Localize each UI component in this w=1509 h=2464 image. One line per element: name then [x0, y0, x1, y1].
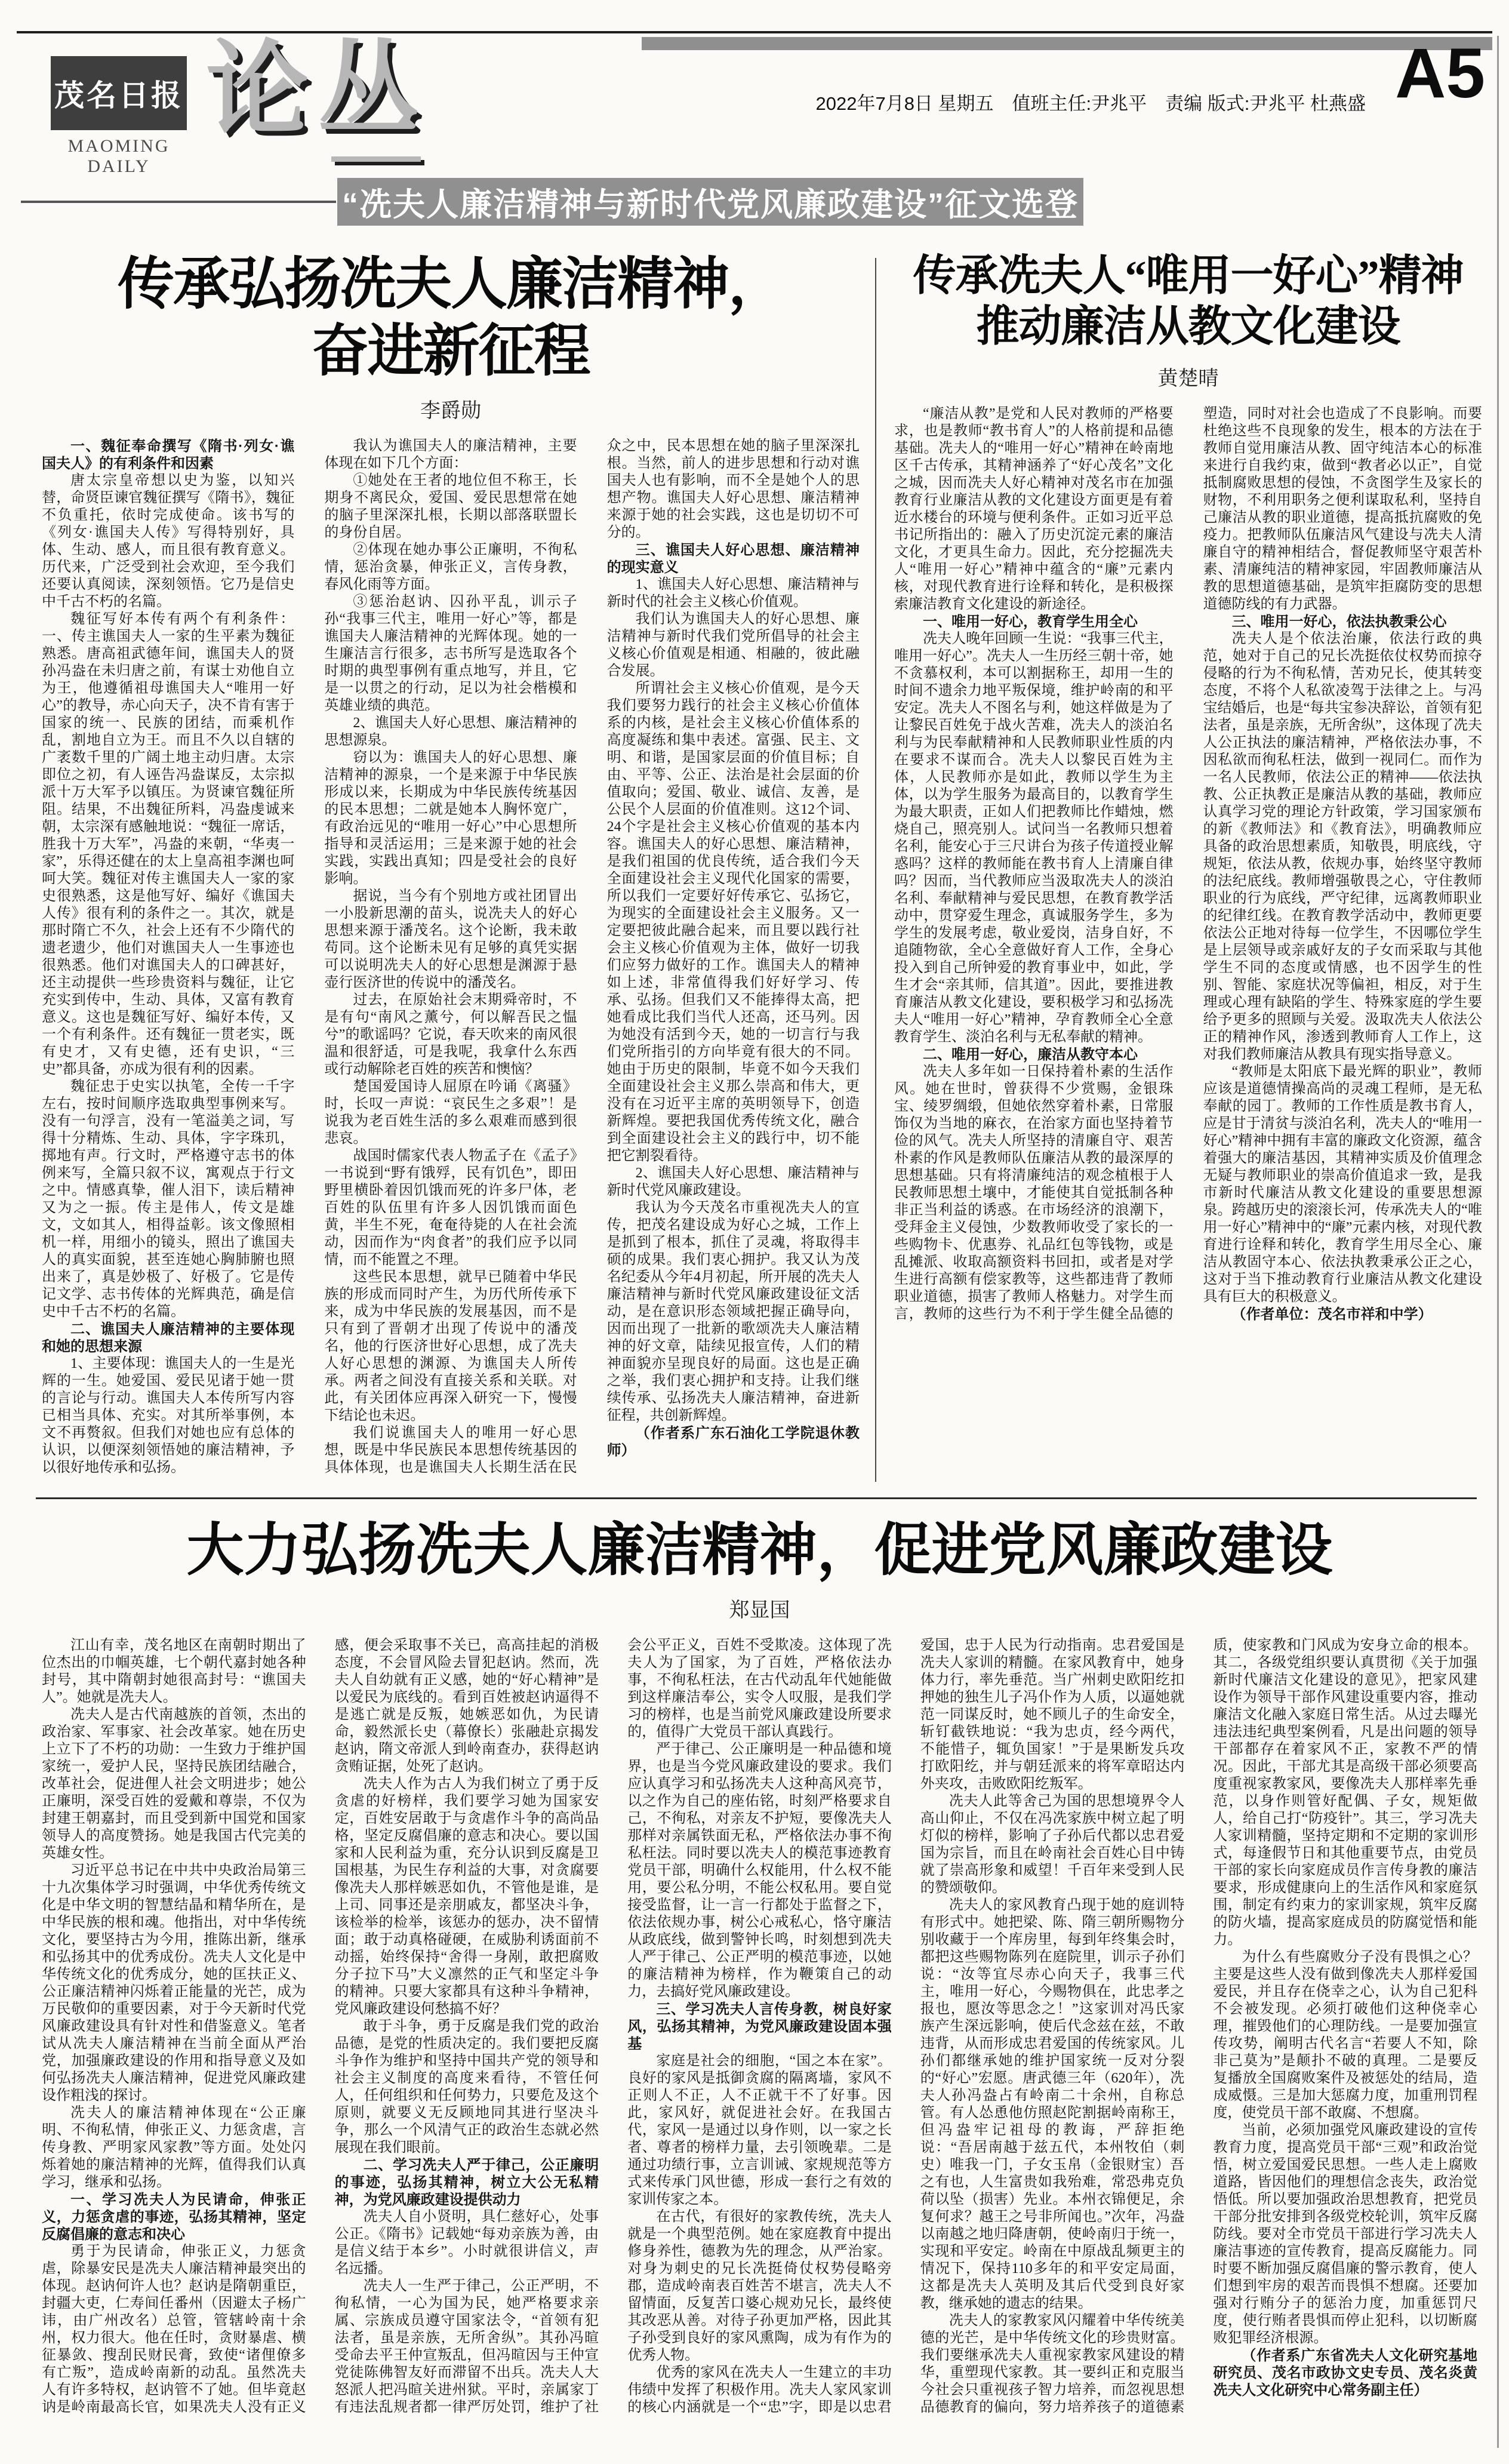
- article-paragraph: 我认为谯国夫人的廉洁精神，主要体现在如下几个方面：: [324, 438, 577, 472]
- article-paragraph: 过去，在原始社会末期舜帝时，不是有句“南风之薰兮，何以解吾民之愠兮”的歌谣吗？它说，春天吹来的南风很温和很舒适，可是我呢，我拿什么东西或行动解除老百姓的疾苦和懊恼？: [324, 992, 577, 1078]
- article-paragraph: 窃以为：谯国夫人的好心思想、廉洁精神的源泉，一个是来源于中华民族形成以来，长期成为中华民族传统基因的民本思想；二就是她本人胸怀宽广，有政治远见的“唯用一好心”中心思想所指导和灵活运用；三是来源于她的社会实践，实践出真知；四是受社会的良好影响。: [324, 750, 577, 887]
- header-gray-bar: [642, 37, 1492, 50]
- article-paragraph: 习近平总书记在中共中央政治局第三十九次集体学习时强调，中华优秀传统文化是中华文明的智慧结晶和精华所在，是中华民族的根和魂。他指出，对中华传统文化，要坚持古为今用，推陈出新，继承和弘扬其中的优秀成份。冼夫人文化是中华传统文化的优秀成分，她的匡扶正义、公正廉洁精神闪烁着正能量的光芒，成为万民敬仰的重要因素，对于今天新时代党风廉政建设具有针对性和借鉴意义。笔者试从冼夫人廉洁精神在当前全面从严治党，加强廉政建设的作用和指导意义及如何弘扬冼夫人廉洁精神，促进党风廉政建设作粗浅的探讨。: [42, 1863, 306, 2104]
- article-paragraph: ③惩治赵讷、囚孙平乱，训示子孙“我事三代主，唯用一好心”等，都是谯国夫人廉洁精神的光辉体现。她的一生廉洁言行很多，志书所写是选取各个时期的典型事例有重点地写，并且，它是一以贯之的行动，足以为社会楷模和英雄业绩的典范。: [324, 594, 577, 714]
- article-paragraph: 冼夫人的家教家风闪耀着中华传统美德的光芒，是中华传统文化的珍贵财富。我们要继承冼夫人重视家教家风建设的精华，重塑现代家教。其一要纠正和克服当今社会只重视孩子智力培养，而忽视思想品德教育的偏向，努力培养孩子的道德素质，使家教和门风成为安身立命的根本。其二，各级党组织要认真贯彻《关于加强新时代廉洁文化建设的意见》，把家风建设作为领导干部作风建设重要内容，推动廉洁文化融入家庭日常生活。从过去曝光违法违纪典型案例看，凡是出问题的领导干部都存在着家风不正，家教不严的情况。因此，干部尤其是高级干部必须要高度重视家教家风，要像冼夫人那样率先垂范，以身作则管好配偶、子女，规矩做人，给自己打“防疫针”。其三，学习冼夫人家训精髓，坚持定期和不定期的家训形式，每逢假节日和其他重要节点，由党员干部的家长向家庭成员作言传身教的廉洁要求，形成健康向上的生活作风和家庭氛围，制定有约束力的家训家规，筑牢反腐的防火墙，提高家庭成员的防腐觉悟和能力。: [920, 1638, 1477, 2416]
- article-right-headline: [894, 251, 1482, 352]
- article-paragraph: 据说，当今有个别地方或社团冒出一小股新思潮的苗头，说冼夫人的好心思想来源于潘茂名。这个论断，我未敢苟同。这个论断未见有足够的真凭实据可以说明冼夫人的好心思想是渊源于悬壶行医济世的传说中的潘茂名。: [324, 888, 577, 991]
- article-subhead: 二、学习冼夫人严于律己，公正廉明的事迹，弘扬其精神，树立大公无私精神，为党风廉政建设提供动力: [334, 2157, 599, 2208]
- article-paragraph: 冼夫人此等舍己为国的思想境界令人高山仰止，不仅在冯冼家族中树立起了明灯似的榜样，影响了子孙后代都以忠君爱国为宗旨，而且在岭南社会百姓心目中铸就了崇高形象和威望！千百年来受到人民的赞颂敬仰。: [920, 1794, 1185, 1896]
- article-subhead: 三、学习冼夫人言传身教，树良好家风，弘扬其精神，为党风廉政建设固本强基: [627, 2001, 892, 2053]
- article-subhead: 一、魏征奉命撰写《隋书·列女·谯国夫人》的有利条件和因素: [42, 438, 295, 472]
- page-number: A5: [1395, 34, 1485, 113]
- article-paragraph: ①她处在王者的地位但不称王，长期身不离民众，爱国、爱民思想常在她的脑子里深深扎根，长期以部落联盟长的身份自居。: [324, 473, 577, 541]
- article-paragraph: ②体现在她办事公正廉明，不徇私情，惩治贪暴，伸张正义，言传身教，春风化雨等方面。: [324, 542, 577, 593]
- article-left-body: [42, 438, 860, 1476]
- article-left-headline-line1: 传承弘扬冼夫人廉洁精神，: [117, 253, 784, 316]
- article-paragraph: 楚国爱国诗人屈原在吟诵《离骚》时，长叹一声说：“哀民生之多艰”！是说我为老百姓生活的多么艰难而感到很悲哀。: [324, 1079, 577, 1147]
- newspaper-name-english: MAOMING DAILY: [67, 136, 170, 176]
- article-left: [42, 251, 860, 1476]
- article-paragraph: 所谓社会主义核心价值观，是今天我们要努力践行的社会主义核心价值体系的内核，是社会主义核心价值体系的高度凝练和集中表述。富强、民主、文明、和谐，是国家层面的价值目标；自由、平等、公正、法治是社会层面的价值取向；爱国、敬业、诚信、友善，是公民个人层面的价值准则。这12个词、24个字是社会主义核心价值观的基本内容。谯国夫人的好心思想、廉洁精神，是我们祖国的优良传统，适合我们今天全面建设社会主义现代化国家的需要，所以我们一定要好好传承它、弘扬它，为现实的全面建设社会主义服务。又一定要把彼此融合起来，而且要以践行社会主义核心价值观为主体，做好一切我们应努力做好的工作。谯国夫人的精神如上述，非常值得我们好好学习、传承、弘扬。但我们又不能捧得太高，把她看成比我们当代人还高，还马列。因为她没有活到今天，她的一切言行与我们党所指引的方向毕竟有很大的不同。她由于历史的限制，毕竟不如今天我们全面建设社会主义那么崇高和伟大，更没有在习近平主席的英明领导下，创造新辉煌。要把我国优秀传统文化，融合到全面建设社会主义的践行中，切不能把它割裂看待。: [606, 681, 860, 1164]
- article-right-body: [894, 405, 1482, 1323]
- article-left-byline: 李爵勋: [420, 400, 481, 423]
- article-paragraph: 魏征忠于史实以执笔，全传一千字左右，按时间顺序选取典型事例来写。没有一句浮言，没有一笔溢美之词，写得十分精炼、生动、具体，字字珠玑，掷地有声。行文时，严格遵守志书的体例来写，全篇只叙不议，寓观点于行文之中。情感真挚，催人泪下，读后精神又为之一振。传主是伟人，传文是雄文，文如其人，相得益彰。该文像照相机一样，用细小的镜头，照出了谯国夫人的真实面貌，甚至连她心胸肺腑也照出来了，真是妙极了、好极了。它是传记文学、志书传体的光辉典范，确是信史中千古不朽的名篇。: [42, 1079, 295, 1320]
- article-subhead: 三、唯用一好心，依法执教秉公心: [1231, 613, 1447, 630]
- article-paragraph: 勇于为民请命，伸张正义，力惩贪虐，除暴安民是冼夫人廉洁精神最突出的体现。赵讷何许人也？赵讷是隋朝重臣，封疆大吏，仁寿间任番州（因避太子杨广讳，由广州改名）总管，管辖岭南十余州，权力很大。他在任时，贪财暴虐、横征暴敛、搜刮民财民膏，致使“诸俚僚多有亡叛”，造成岭南新的动乱。虽然冼夫人有许多特权，赵讷管不了她。但毕竟赵讷是岭南最高长官，如果冼夫人没有正义感，便会采取事不关已，高高挂起的消极态度，不会冒风险去冒犯赵讷。然而，冼夫人自幼就有正义感，她的“好心精神”是以爱民为底线的。看到百姓被赵讷逼得不是逃亡就是反叛，她嫉恶如仇，为民请命，毅然派长史（幕僚长）张融赴京揭发赵讷，隋文帝派人到岭南查办，获得赵讷贪贿证据，处死了赵讷。: [42, 1638, 599, 2416]
- author-attribution: （作者系广东石油化工学院退休教师）: [606, 1425, 860, 1459]
- banner-text: “冼夫人廉洁精神与新时代党风廉政建设”征文选登: [342, 186, 1079, 223]
- article-left-headline-line2: 奋进新征程: [312, 319, 590, 383]
- newspaper-logo: [51, 56, 187, 130]
- section-title: 论丛: [206, 34, 428, 147]
- article-right-headline-line1: 传承冼夫人“唯用一好心”精神: [913, 252, 1464, 300]
- dateline: 2022年7月8日 星期五 值班主任:尹兆平 责编 版式:尹兆平 杜燕盛: [815, 93, 1366, 114]
- article-paragraph: 1、谯国夫人好心思想、廉洁精神与新时代的社会主义核心价值观。: [606, 577, 860, 610]
- header-top-rule: [17, 31, 1492, 33]
- article-paragraph: 冼夫人是古代南越族的首领，杰出的政治家、军事家、社会改革家。她在历史上立下了不朽的功勋：一生致力于维护国家统一，爱护人民，坚持民族团结融合，改革社会，促进俚人社会文明进步；她公正廉明，深受百姓的爱戴和尊崇，不仅为封建王朝嘉封，而且受到新中国党和国家领导人的高度赞扬。她是我国古代完美的英雄女性。: [42, 1707, 306, 1862]
- article-paragraph: 冼夫人是个依法治廉，依法行政的典范，她对于自己的兄长冼挺依仗权势而掠夺侵略的行为不徇私情，苦劝兄长，使其转变态度，不将个人私欲凌驾于法律之上。与冯宝结婚后，也是“每共宝参决辞讼，首领有犯法者，虽是亲族，无所舍纵”，这体现了冼夫人公正执法的廉洁精神，严格依法办事，不因私欲而徇私枉法，做到一视同仁。而作为一名人民教师，依法公正的精神——依法执教、公正执教正是廉洁从教的基础，教师应认真学习党的理论方针政策，学习国家颁布的新《教师法》和《教育法》，明确教师应具备的政治思想素质，知敬畏，明底线，守规矩，依法从教，依规办事，始终坚守教师的法纪底线。教师增强敬畏之心，守住教师职业的行为底线，严守纪律，远离教师职业的纪律红线。在教育教学活动中，教师更要依法公正地对待每一位学生，不因哪位学生是上层领导或亲戚好友的子女而采取与其他学生不同的态度或情感，也不因学生的性别、智能、家庭状况等偏袒，相反，对于生理或心理有缺陷的学生、特殊家庭的学生要给予更多的照顾与关爱。汲取冼夫人依法公正的精神作风，渗透到教师育人工作上，这对我们教师廉洁从教具有现实指导意义。: [1203, 630, 1482, 1062]
- article-paragraph: 1、主要体现：谯国夫人的一生是光辉的一生。她爱国、爱民见诸于她一贯的言论与行动。谯国夫人本传所写内容已相当具体、充实。对其所举事例，本文不再赘叙。但我们对她也应有总体的认识，以便深刻领悟她的廉洁精神，予以很好地传承和弘扬。: [42, 1356, 295, 1476]
- article-paragraph: 家庭是社会的细胞，“国之本在家”。良好的家风是抵御贪腐的隔离墙，家风不正则人不正，人不正就干不了好事。因此，家风好，就促进社会好。在我国古代，家风一是通过以身作则，以一家之长者、尊者的榜样力量，去引领晚辈。二是通过功绩行事，立言训诫、家规规范等方式来传承门风世德，形成一套行之有效的家训传家之本。: [627, 2053, 892, 2208]
- article-paragraph: 当前，必须加强党风廉政建设的宣传教育力度，提高党员干部“三观”和政治觉悟，树立爱国爱民思想。一些人走上腐败道路，皆因他们的理想信念丧失，政治觉悟低。所以要加强政治思想教育，把党员干部分批安排到各级党校轮训，筑牢反腐防线。要对全市党员干部进行学习冼夫人廉洁事迹的宣传教育，提高反腐能力。同时要不断加强反腐倡廉的警示教育，使人们想到牢房的艰苦而畏惧不想腐。还要加强对行贿分子的惩治力度，加重惩罚尺度，使行贿者畏惧而停止犯科，以切断腐败犯罪经济根源。: [1213, 2122, 1477, 2346]
- article-paragraph: 江山有幸，茂名地区在南朝时期出了位杰出的巾帼英雄，七个朝代嘉封她各种封号，其中隋朝封她很高封号：“谯国夫人”。她就是冼夫人。: [42, 1638, 306, 1706]
- article-paragraph: 我认为今天茂名市重视冼夫人的宣传，把茂名建设成为好心之城，工作上是抓到了根本，抓住了灵魂，将取得丰硕的成果。我们衷心拥护。我又认为茂名纪委从今年4月初起，所开展的冼夫人廉洁精神与新时代党风廉政建设征文活动，是在意识形态领域把握正确导向，因而出现了一批新的歌颂冼夫人廉洁精神的好文章，陆续见报宣传，人们的精神面貌亦呈现良好的局面。这也是正确之举，我们衷心拥护和支持。让我们继续传承、弘扬冼夫人廉洁精神，奋进新征程，共创新辉煌。: [606, 1200, 860, 1424]
- author-attribution: （作者系广东省冼夫人文化研究基地研究员、茂名市政协文史专员、茂名炎黄冼夫人文化研究中心常务副主任）: [1213, 2348, 1477, 2399]
- author-attribution: （作者单位：茂名市祥和中学）: [1231, 1306, 1433, 1322]
- article-paragraph: 在古代，有很好的家教传统，冼夫人就是一个典型范例。她在家庭教育中提出修身养性，德教为先的理念，从严治家。对身为刺史的兄长冼挺倚仗权势侵略旁郡，造成岭南表百姓苦不堪言，冼夫人不留情面，反复苦口婆心规劝兄长，最终使其改恶从善。对待子孙更加严格，因此其子孙受到良好的家风熏陶，成为有作为的优秀人物。: [627, 2209, 892, 2364]
- article-paragraph: “廉洁从教”是党和人民对教师的严格要求，也是教师“教书育人”的人格前提和品德基础。冼夫人的“唯用一好心”精神在岭南地区千古传承，其精神涵养了“好心茂名”文化之城，因而冼夫人好心精神对茂名市在加强教育行业廉洁从教的文化建设方面更是有着近水楼台的环境与便利条件。正如习近平总书记所指出的：融入了历史沉淀元素的廉洁文化，才更具生命力。因此，充分挖掘冼夫人“唯用一好心”精神中蕴含的“廉”元素内核，对现代教育进行诠释和转化，是积极探索廉洁教育文化建设的新途径。: [894, 405, 1174, 612]
- banner-flank-line: [21, 201, 336, 203]
- newspaper-name: 茂名日报: [54, 79, 183, 112]
- article-paragraph: 唐太宗皇帝想以史为鉴，以知兴替，命贤臣谏官魏征撰写《隋书》，魏征不负重托，依时完成使命。该书写的《列女·谯国夫人传》写得特别好，具体、生动、感人，而且很有教育意义。历代来，广泛受到社会欢迎，至今我们还要认真阅读，深刻领悟。它乃是信史中千古不朽的名篇。: [42, 473, 295, 610]
- article-left-headline: [42, 251, 860, 384]
- article-paragraph: 为什么有些腐败分子没有畏惧之心？主要是这些人没有做到像冼夫人那样爱国爱民，并且存在侥幸之心，认为自己犯科不会被发现。必须打破他们这种侥幸心理，摧毁他们的心理防线。一是要加强宣传攻势，阐明古代名言“若要人不知，除非己莫为”是颠扑不破的真理。二是要反复播放全国腐败案件及被惩处的结局，造成威慑。三是加大惩腐力度，加重刑罚程度，使党员干部不敢腐、不想腐。: [1213, 1949, 1477, 2121]
- article-paragraph: 敢于斗争，勇于反腐是我们党的政治品德，是党的性质决定的。我们要把反腐斗争作为维护和坚持中国共产党的领导和社会主义制度的高度来看待，不管任何人，任何组织和任何势力，只要危及这个原则，就要义无反顾地同其进行坚决斗争，那么一个风清气正的政治生态就必然展现在我们眼前。: [334, 2019, 599, 2156]
- article-subhead: 二、唯用一好心，廉洁从教守本心: [923, 1046, 1138, 1063]
- essay-collection-banner: [337, 178, 1083, 226]
- section-title-underline: [331, 156, 421, 162]
- article-bottom-body: [42, 1637, 1477, 2416]
- article-right-headline-line2: 推动廉洁从教文化建设: [976, 302, 1400, 350]
- article-paragraph: 冼夫人自小贤明，具仁慈好心，处事公正。《隋书》记载她“每劝亲族为善，由是信义结于本乡”。小时就很讲信义，声名远播。: [334, 2209, 599, 2277]
- article-subhead: 一、学习冼夫人为民请命，伸张正义，力惩贪虐的事迹，弘扬其精神，坚定反腐倡廉的意志和决心: [42, 2192, 306, 2243]
- article-paragraph: 冼夫人一生严于律己，公正严明，不徇私情，一心为国为民，她严格要求亲属、宗族成员遵守国家法令，“首领有犯法者，虽是亲族，无所舍纵”。其孙冯暄受命去平王仲宣叛乱，但冯暄因与王仲宣党徒陈佛智友好而滞留不出兵。冼夫人大怒派人把冯暄关进州狱。平时，亲属家丁有违法乱规者都一律严厉处罚，维护了社会公平正义，百姓不受欺凌。这体现了冼夫人为了国家，为了百姓，严格依法办事，不徇私枉法，在古代动乱年代她能做到这样廉洁奉公，实令人叹服，是我们学习的榜样，也是当前党风廉政建设所要求的，值得广大党员干部认真践行。: [334, 1638, 892, 2416]
- article-paragraph: 我们认为谯国夫人的好心思想、廉洁精神与新时代我们党所倡导的社会主义核心价值观是相通、相融的，彼此融合发展。: [606, 611, 860, 679]
- article-subhead: 三、谯国夫人好心思想、廉洁精神的现实意义: [606, 542, 860, 576]
- article-bottom: [42, 1516, 1477, 2416]
- article-paragraph: 2、谯国夫人好心思想、廉洁精神与新时代党风廉政建设。: [606, 1165, 860, 1199]
- article-paragraph: 2、谯国夫人好心思想、廉洁精神的思想源泉。: [324, 715, 577, 749]
- article-paragraph: 我们说谯国夫人的唯用一好心思想，既是中华民族民本思想传统基因的具体体现，也是谯国夫人长期生活在民众之中，民本思想在她的脑子里深深扎根。当然，前人的进步思想和行动对谯国夫人也有影响，而不全是她个人的思想产物。谯国夫人好心思想、廉洁精神来源于她的社会实践，这也是切切不可分的。: [324, 438, 860, 1476]
- top-articles-section: [42, 251, 1482, 1491]
- article-paragraph: 冼夫人多年如一日保持着朴素的生活作风。她在世时，曾获得不少赏赐，金银珠宝、绫罗绸缎，但她依然穿着朴素，日常服饰仅为当地的麻衣，在治家方面也坚持着节俭的风气。冼夫人所坚持的清廉自守、艰苦朴素的作风是教师队伍廉洁从教的最深厚的思想基础。只有将清廉纯洁的观念植根于人民教师思想土壤中，才能使其自觉抵制各种非正当利益的诱惑。在市场经济的浪潮下，受拜金主义侵蚀，少数教师收受了家长的一些购物卡、优惠券、礼品红包等钱物，或是乱摊派、收取高额资料书回扣，或者是对学生进行高额有偿家教等，这些都违背了教师职业道德，损害了教师人格魅力。对学生而言，教师的这些行为不利于学生健全品德的塑造，同时对社会也造成了不良影响。而要杜绝这些不良现象的发生，根本的方法在于教师自觉用廉洁从教、固守纯洁本心的标准来进行自我约束，做到“教者必以正”，自觉抵制腐败思想的侵蚀，不贪图学生及家长的财物，不利用职务之便利谋取私利，坚持自己廉洁从教的职业道德，提高抵抗腐败的免疫力。把教师队伍廉洁风气建设与冼夫人清廉自守的精神相结合，督促教师坚守艰苦朴素、清廉纯洁的精神家园，牢固教师廉洁从教的思想道德基础，是筑牢拒腐防变的思想道德防线的有力武器。: [894, 405, 1482, 1322]
- article-paragraph: 冼夫人的廉洁精神体现在“公正廉明、不徇私情，伸张正义、力惩贪虐，言传身教、严明家风家教”等方面。处处闪烁着她的廉洁精神的光辉，值得我们认真学习，继承和弘扬。: [42, 2105, 306, 2191]
- article-paragraph: 冼夫人的家风教育凸现于她的庭训特有形式中。她把梁、陈、隋三朝所赐物分别收藏于一个库房里，每到年终集会时，都把这些赐物陈列在庭院里，训示子孙们说：“汝等宜尽赤心向天子，我事三代主，唯用一好心，今赐物俱在，此忠孝之报也，愿汝等思念之！”这家训对冯氏家族产生深远影响，使后代念兹在兹，不敢违背，从而形成忠君爱国的传统家风。儿孙们都继承她的维护国家统一反对分裂的“好心”宏愿。唐武德三年（620年），冼夫人孙冯盎占有岭南二十余州，自称总管。有人怂恿他仿照赵陀割据岭南称王，但冯盎牢记祖母的教诲，严辞拒绝说：“吾居南越于兹五代，本州牧伯（刺史）唯我一门，子女玉帛（金银财宝）吾之有也，人生富贵如我殆难，常恐弗克负荷以坠（损害）先业。本州衣锦便足，余复何求？越王之号非所闻也。”次年，冯盎以南越之地归降唐朝，使岭南归于统一，实现和平安定。岭南在中原战乱频更主的情况下，保持110多年的和平安定局面，这都是冼夫人英明及其后代受到良好家教，继承她的遗志的结果。: [920, 1897, 1185, 2312]
- article-paragraph: 这些民本思想，就早已随着中华民族的形成而同时产生，为历代所传承下来，成为中华民族的发展基因，而不是只有到了晋朝才出现了传说中的潘茂名，他的行医济世好心思想，成了冼夫人好心思想的渊源、为谯国夫人所传承。两者之间没有直接关系和关联。对此，有关团体应再深入研究一下，慢慢下结论也未迟。: [324, 1269, 577, 1424]
- article-vertical-divider: [875, 258, 876, 1482]
- article-paragraph: 优秀的家风在冼夫人一生建立的丰功伟绩中发挥了积极作用。冼夫人家风家训的核心内涵就是一个“忠”字，即是以忠君爱国，忠于人民为行动指南。忠君爱国是冼夫人家训的精髓。在家风教育中，她身体力行，率先垂范。当广州刺史欧阳纥扣押她的独生儿子冯仆作为人质，以逼她就范一同谋反时，她不顾儿子的生命安全，斩钉截铁地说：“我为忠贞，经今两代，不能惜子，辄负国家！”于是果断发兵攻打欧阳纥，并与朝廷派来的将军章昭达内外夹攻，击败欧阳纥叛军。: [627, 1638, 1185, 2416]
- article-bottom-byline: 郑显国: [729, 1599, 790, 1622]
- article-right: [894, 251, 1482, 1323]
- article-paragraph: 战国时儒家代表人物孟子在《孟子》一书说到“野有饿殍，民有饥色”，即田野里横卧着因饥饿而死的许多尸体，老百姓的队伍里有许多人因饥饿而面色黄，半生不死，奄奄待毙的人在社会流动，因而作为“肉食者”的我们应予以同情，而不能置之不理。: [324, 1148, 577, 1268]
- article-paragraph: “教师是太阳底下最光辉的职业”，教师应该是道德情操高尚的灵魂工程师，是无私奉献的园丁。教师的工作性质是教书育人，应是甘于清贫与淡泊名利，冼夫人的“唯用一好心”精神中拥有丰富的廉政文化资源，蕴含着强大的廉洁基因，其精神实质及价值理念无疑与教师职业的崇高价值追求一致，是我市新时代廉洁从教文化建设的重要思想源泉。跨越历史的滚滚长河，传承冼夫人的“唯用一好心”精神中的“廉”元素内核，对现代教育进行诠释和转化，教育学生用尽全心、廉洁从教固守本心、依法执教秉承公正之心，这对于当下推动教育行业廉洁从教文化建设具有巨大的积极意义。: [1203, 1063, 1482, 1305]
- article-subhead: 一、唯用一好心，教育学生用全心: [923, 613, 1138, 630]
- article-subhead: 二、谯国夫人廉洁精神的主要体现和她的思想来源: [42, 1321, 295, 1355]
- article-bottom-headline: 大力弘扬冼夫人廉洁精神，促进党风廉政建设: [186, 1518, 1333, 1582]
- article-paragraph: 魏征写好本传有两个有利条件：一、传主谯国夫人一家的生平素为魏征熟悉。唐高祖武德年间，谯国夫人的贤孙冯盎在未归唐之前，有谋士劝他自立为王，他遵循祖母谯国夫人“唯用一好心”的教导，赤心向天子，决不肯有害于国家的统一、民族的团结，而乘机作乱，割地自立为王。而且不久以自辖的广袤数千里的广阔土地主动归唐。太宗即位之初，有人诬告冯盎谋反，太宗拟派十万大军予以镇压。为贤谏官魏征所阻。结果，不出魏征所料，冯盎虔诚来朝，太宗深有感触地说：“魏征一席话，胜我十万大军”，冯盎的来朝，“华夷一家”，乐得还健在的太上皇高祖李渊也呵呵大笑。魏征对传主谯国夫人一家的家史很熟悉，这是他写好、编好《谯国夫人传》很有利的条件之一。其次，就是那时隋亡不久，社会上还有不少隋代的遗老遗少，他们对谯国夫人一生事迹也很熟悉。他们对谯国夫人的口碑甚好，还主动提供一些珍贵资料与魏征，让它充实到传中，生动、具体，又富有教育意义。这也是魏征写好、编好本传，又一个有利条件。还有魏征一贯老实，既有史才，又有史德，还有史识，“三史”都具备，亦成为很有利的因素。: [42, 611, 295, 1078]
- article-right-byline: 黄楚晴: [1157, 367, 1219, 390]
- page-right-border: [1497, 36, 1499, 2448]
- article-paragraph: 严于律己、公正廉明是一种品德和境界，也是当今党风廉政建设的要求。我们应认真学习和弘扬冼夫人这种高风亮节，以之作为自己的座佑铭，时刻严格要求自己，不徇私，对亲友不护短，要像冼夫人那样对亲属铁面无私，严格依法办事不徇私枉法。同时要以冼夫人的模范事迹教育党员干部，明确什么权能用，什么权不能用，要公私分明，不能公权私用。要自觉接受监督，让一言一行都处于监督之下，依法依规办事，树公心戒私心，恪守廉洁从政底线，做到警钟长鸣，时刻想到冼夫人严于律己、公正严明的模范事迹，以她的廉洁精神为榜样，作为鞭策自己的动力，去搞好党风廉政建设。: [627, 1742, 892, 2000]
- section-horizontal-divider: [36, 1497, 1477, 1499]
- article-paragraph: 冼夫人晚年回顾一生说：“我事三代主，唯用一好心”。冼夫人一生历经三朝十帝，她不贪慕权利，本可以割据称王，却用一生的时间不遗余力地平叛保境，维护岭南的和平安定。冼夫人不图名与利，她这样做是为了让黎民百姓免于战火苦难，冼夫人的淡泊名利与为民奉献精神和人民教师职业性质的内在要求不谋而合。冼夫人以黎民百姓为主体，人民教师亦是如此，教师以学生为主体，以为学生服务为最高目的，以教育学生为最大职责，正如人们把教师比作蜡烛，燃烧自己，照亮别人。试问当一名教师只想着名利，能安心于三尺讲台为孩子传道授业解惑吗？这样的教师能在教书育人上清廉自律吗？因而，当代教师应当汲取冼夫人的淡泊名利、奉献精神与爱民思想，在教育教学活动中，贯穿爱生理念，真诚服务学生，多为学生的发展考虑，敬业爱岗，洁身自好，不追随物欲，全心全意做好育人工作，全身心投入到自己所钟爱的教育事业中，如此，学生才会“亲其师，信其道”。因此，要推进教育廉洁从教文化建设，要积极学习和弘扬冼夫人“唯用一好心”精神，孕育教师全心全意教育学生、淡泊名利与无私奉献的精神。: [894, 630, 1174, 1045]
- article-paragraph: 冼夫人作为古人为我们树立了勇于反贪虐的好榜样，我们要学习她为国家安定，百姓安居敢于与贪虐作斗争的高尚品格，坚定反腐倡廉的意志和决心。要以国家和人民利益为重，充分认识到反腐是卫国根基，为民生存利益的大事，对贪腐要像冼夫人那样嫉恶如仇，不管他是谁，是上司、同事还是亲朋戚友，都坚决斗争，该检举的检举，该惩办的惩办，决不留情面；敢于动真格碰硬，在威胁利诱面前不动摇，始终保持“舍得一身剐，敢把腐败分子拉下马”大义凛然的正气和坚定斗争的精神。只要大家都具有这种斗争精神，党风廉政建设何愁搞不好？: [334, 1776, 599, 2017]
